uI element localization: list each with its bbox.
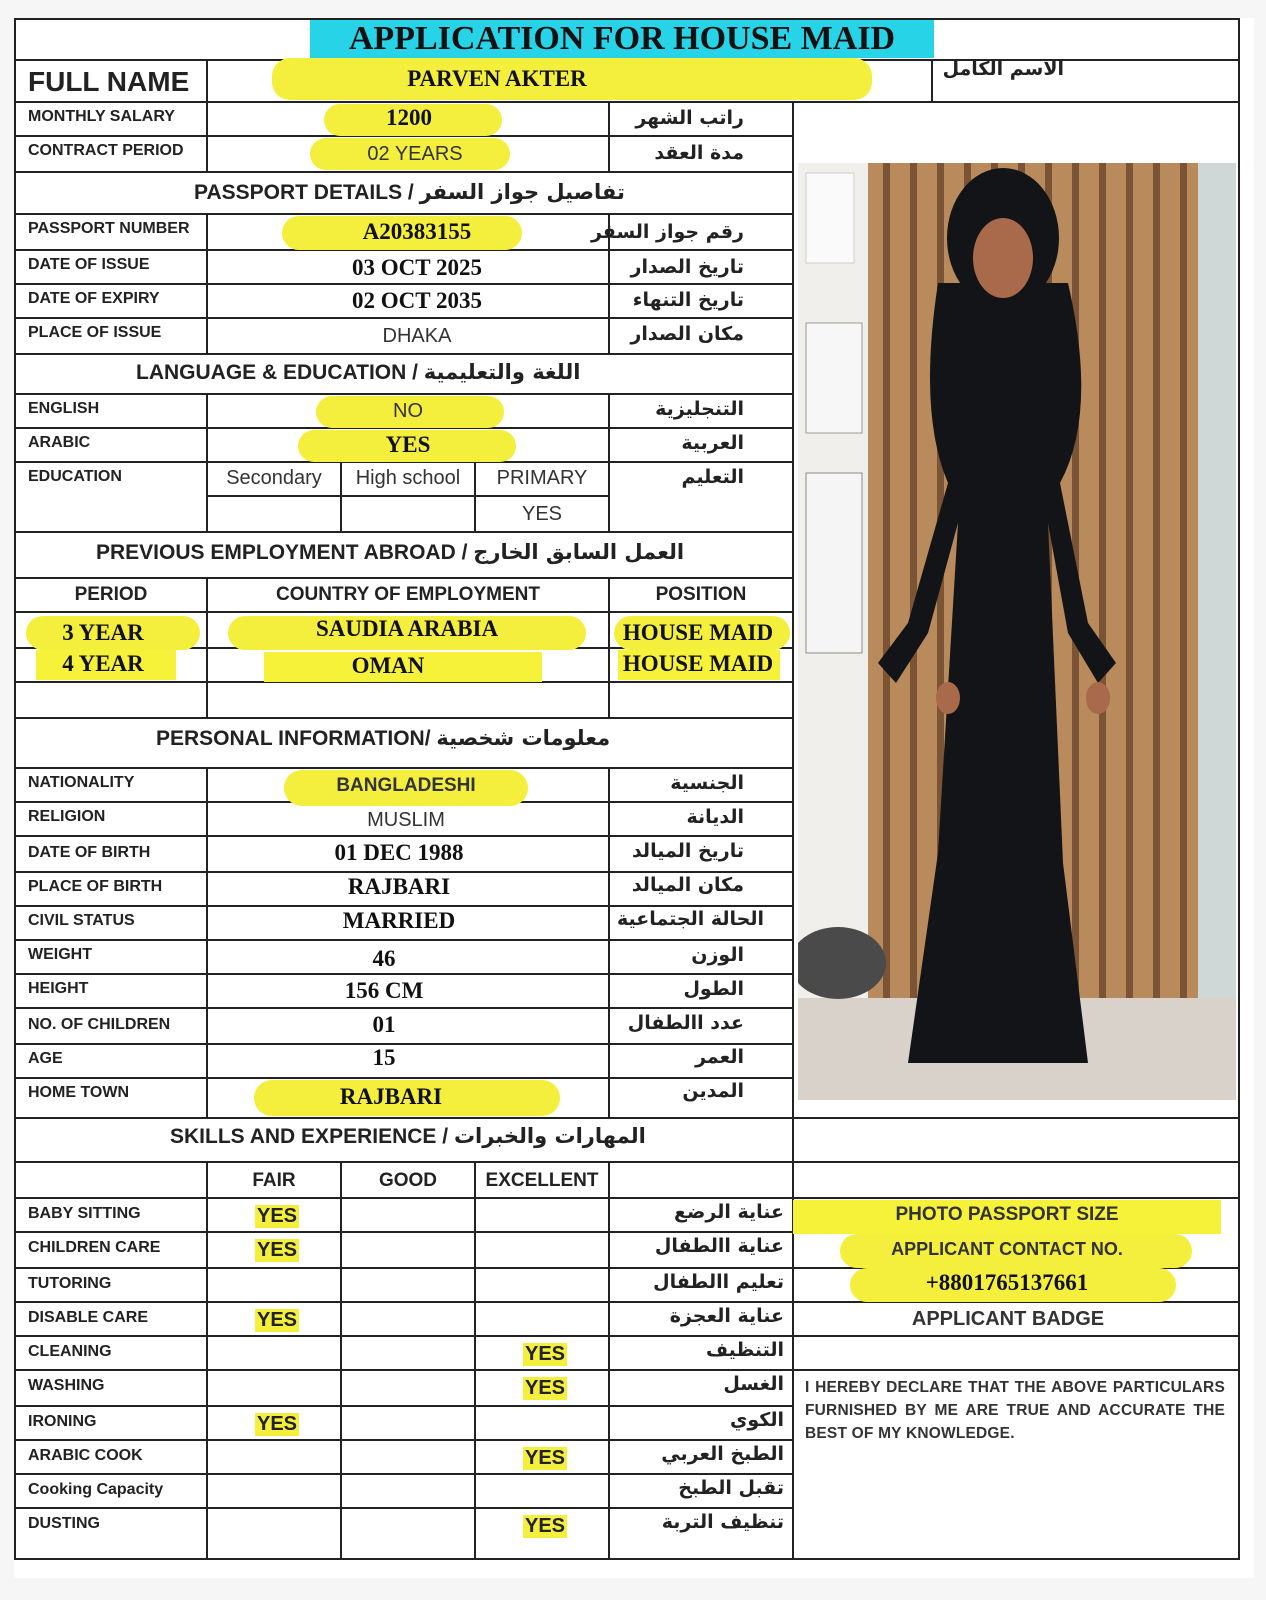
passport-heading-en: PASSPORT DETAILS / xyxy=(194,181,414,204)
badge-label: APPLICANT BADGE xyxy=(911,1308,1105,1330)
personal-heading-en: PERSONAL INFORMATION/ xyxy=(156,727,431,750)
religion-ar: الديانة xyxy=(686,806,744,828)
skill-label: Cooking Capacity xyxy=(28,1481,164,1498)
contact-number[interactable]: +8801765137661 xyxy=(925,1270,1089,1295)
skills-col-good: GOOD xyxy=(378,1170,438,1191)
skill-yes-mark: YES xyxy=(525,1447,566,1469)
page-title: APPLICATION FOR HOUSE MAID xyxy=(348,20,896,57)
emp1-period: 3 YEAR xyxy=(62,620,144,645)
passport-number-label: PASSPORT NUMBER xyxy=(28,220,190,237)
age-ar: العمر xyxy=(695,1046,744,1068)
edu-high-school: High school xyxy=(355,467,461,489)
education-label: EDUCATION xyxy=(28,468,122,485)
edu-primary: PRIMARY xyxy=(496,467,588,489)
skills-heading-en: SKILLS AND EXPERIENCE / xyxy=(170,1125,449,1148)
expiry-date-value: 02 OCT 2035 xyxy=(352,288,482,313)
pob-label: PLACE OF BIRTH xyxy=(28,878,163,895)
passport-number-ar: رقم جواز السفر xyxy=(590,221,744,243)
skill-arabic-label: الكوي xyxy=(729,1409,784,1431)
skill-label: BABY SITTING xyxy=(28,1205,141,1222)
skill-arabic-label: عناية االطفال xyxy=(654,1235,784,1257)
skill-label: ARABIC COOK xyxy=(28,1447,143,1464)
civil-label: CIVIL STATUS xyxy=(28,912,135,929)
skill-arabic-label: تعليم االطفال xyxy=(653,1271,784,1293)
issue-date-label: DATE OF ISSUE xyxy=(28,256,150,273)
employment-heading xyxy=(96,540,684,565)
skill-arabic-label: عناية العجزة xyxy=(669,1305,784,1327)
emp1-country: SAUDIA ARABIA xyxy=(315,616,499,641)
dob-ar: تاريخ الميالد xyxy=(631,840,744,862)
contact-label: APPLICANT CONTACT NO. xyxy=(891,1239,1123,1259)
skill-label: WASHING xyxy=(28,1377,105,1394)
religion-value: MUSLIM xyxy=(367,809,445,831)
declaration-text: I HEREBY DECLARE THAT THE ABOVE PARTICULARS FURNISHED BY ME ARE TRUE AND ACCURATE THE BEST OF MY KNOWLEDGE. xyxy=(805,1379,1225,1442)
skill-yes-mark: YES xyxy=(257,1239,298,1261)
skill-label: CLEANING xyxy=(28,1343,112,1360)
weight-ar: الوزن xyxy=(691,944,744,966)
skill-yes-mark: YES xyxy=(257,1413,298,1435)
place-issue-ar: مكان الصدار xyxy=(630,323,744,345)
expiry-date-ar: تاريخ التنهاء xyxy=(632,289,744,311)
personal-heading xyxy=(156,726,610,751)
skill-arabic-label: تنظيف التربة xyxy=(661,1511,784,1533)
skill-label: DISABLE CARE xyxy=(28,1309,149,1326)
skill-yes-mark: YES xyxy=(257,1309,298,1331)
skill-arabic-label: تقبل الطبخ xyxy=(678,1477,784,1499)
english-label: ENGLISH xyxy=(28,400,100,417)
expiry-date-label: DATE OF EXPIRY xyxy=(28,290,160,307)
skill-yes-mark: YES xyxy=(525,1515,566,1537)
pob-value: RAJBARI xyxy=(347,874,451,899)
employment-heading-en: PREVIOUS EMPLOYMENT ABROAD / xyxy=(96,541,468,564)
nationality-label: NATIONALITY xyxy=(28,774,135,791)
language-heading-en: LANGUAGE & EDUCATION / xyxy=(136,361,418,384)
passport-heading xyxy=(194,180,625,205)
contract-ar: مدة العقد xyxy=(654,142,744,164)
children-ar: عدد االطفال xyxy=(627,1012,744,1034)
salary-value: 1200 xyxy=(386,105,432,130)
skills-col-fair: FAIR xyxy=(252,1170,296,1191)
salary-ar: راتب الشهر xyxy=(635,107,744,129)
passport-heading-ar: تفاصيل جواز السفر xyxy=(419,180,625,204)
arabic-ar: العربية xyxy=(681,432,744,454)
emp2-position: HOUSE MAID xyxy=(622,651,774,676)
skill-label: DUSTING xyxy=(28,1515,100,1532)
applicant-photo xyxy=(798,163,1236,1100)
home-town-ar: المدين xyxy=(682,1080,744,1102)
dob-label: DATE OF BIRTH xyxy=(28,844,151,861)
arabic-label: ARABIC xyxy=(28,434,91,451)
weight-value: 46 xyxy=(372,946,396,971)
employment-heading-ar: العمل السابق الخارج xyxy=(473,540,685,564)
contract-value: 02 YEARS xyxy=(367,143,463,165)
nationality-value: BANGLADESHI xyxy=(336,775,476,796)
religion-label: RELIGION xyxy=(28,808,106,825)
skill-yes-mark: YES xyxy=(257,1205,298,1227)
height-label: HEIGHT xyxy=(28,980,89,997)
issue-date-ar: تاريخ الصدار xyxy=(630,256,744,278)
skills-col-excellent: EXCELLENT xyxy=(485,1170,599,1191)
skill-arabic-label: الغسل xyxy=(723,1373,784,1395)
age-value: 15 xyxy=(372,1045,396,1070)
col-period: PERIOD xyxy=(74,584,148,605)
edu-primary-value: YES xyxy=(521,503,563,525)
salary-label: MONTHLY SALARY xyxy=(28,108,175,125)
skill-label: TUTORING xyxy=(28,1275,112,1292)
language-heading xyxy=(136,360,580,385)
col-country: COUNTRY OF EMPLOYMENT xyxy=(276,584,540,605)
children-value: 01 xyxy=(372,1012,396,1037)
issue-date-value: 03 OCT 2025 xyxy=(352,255,482,280)
full-name-value: PARVEN AKTER xyxy=(407,66,587,91)
skills-heading-ar: المهارات والخبرات xyxy=(453,1124,646,1148)
place-issue-label: PLACE OF ISSUE xyxy=(28,324,162,341)
civil-ar: الحالة الجتماعية xyxy=(617,908,764,930)
col-position: POSITION xyxy=(655,584,747,605)
nationality-ar: الجنسية xyxy=(670,772,744,794)
application-sheet xyxy=(14,18,1254,1578)
civil-value: MARRIED xyxy=(342,908,456,933)
education-ar: التعليم xyxy=(681,466,744,488)
home-town-label: HOME TOWN xyxy=(28,1084,130,1101)
skill-yes-mark: YES xyxy=(525,1343,566,1365)
skill-arabic-label: عناية الرضع xyxy=(674,1201,784,1223)
skills-heading xyxy=(170,1124,646,1149)
emp1-position: HOUSE MAID xyxy=(622,620,774,645)
english-ar: التنجليزية xyxy=(655,398,744,420)
age-label: AGE xyxy=(28,1050,63,1067)
passport-number-value: A20383155 xyxy=(362,219,472,244)
skill-arabic-label: الطبخ العربي xyxy=(661,1443,784,1465)
children-label: NO. OF CHILDREN xyxy=(28,1016,171,1033)
dob-value: 01 DEC 1988 xyxy=(334,840,464,865)
skill-yes-mark: YES xyxy=(525,1377,566,1399)
language-heading-ar: اللغة والتعليمية xyxy=(423,360,581,384)
skill-arabic-label: التنظيف xyxy=(705,1339,784,1361)
pob-ar: مكان الميالد xyxy=(631,874,744,896)
edu-secondary: Secondary xyxy=(226,467,322,489)
height-value: 156 CM xyxy=(344,978,424,1003)
place-issue-value: DHAKA xyxy=(382,325,452,347)
weight-label: WEIGHT xyxy=(28,946,92,963)
height-ar: الطول xyxy=(683,978,744,1000)
full-name-ar: الاسم الكامل xyxy=(942,58,1064,80)
personal-heading-ar: معلومات شخصية xyxy=(436,726,611,750)
full-name-label: FULL NAME xyxy=(28,66,190,97)
english-value: NO xyxy=(393,400,423,422)
emp2-country: OMAN xyxy=(351,653,425,678)
emp2-period: 4 YEAR xyxy=(62,651,144,676)
skill-label: IRONING xyxy=(28,1413,97,1430)
photo-label: PHOTO PASSPORT SIZE xyxy=(895,1204,1119,1225)
arabic-value: YES xyxy=(385,432,431,457)
contract-label: CONTRACT PERIOD xyxy=(28,142,184,159)
skill-label: CHILDREN CARE xyxy=(28,1239,161,1256)
home-town-value: RAJBARI xyxy=(339,1084,443,1109)
